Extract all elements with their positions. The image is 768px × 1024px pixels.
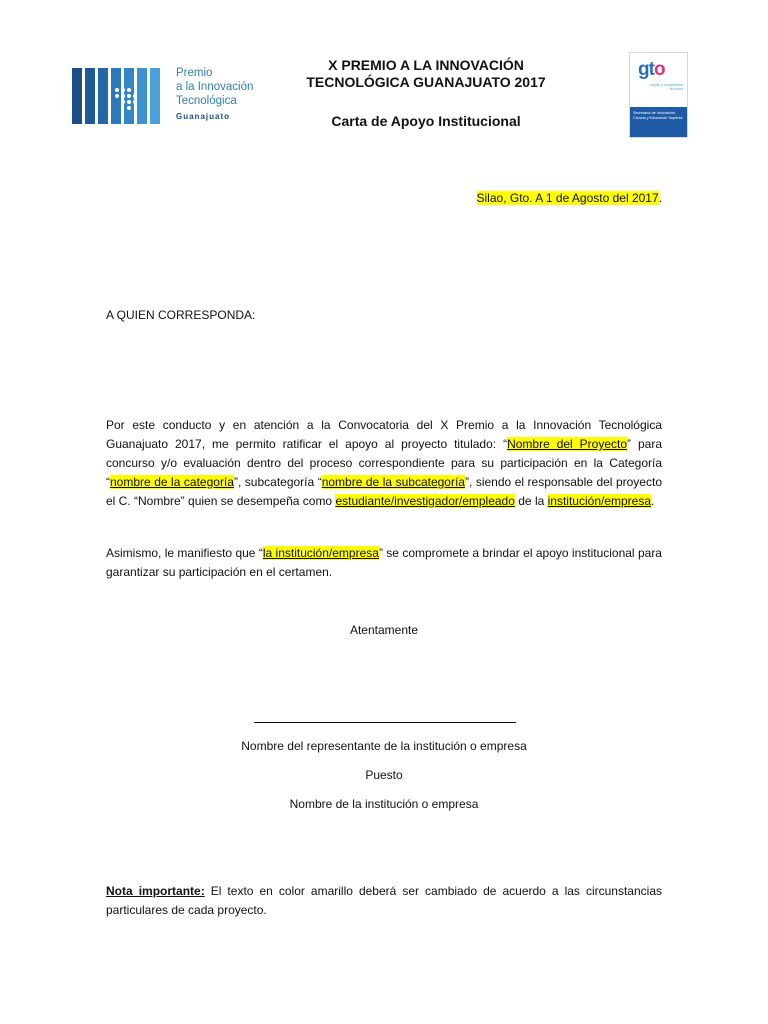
representative-name: Nombre del representante de la institución o empresa: [241, 739, 527, 753]
logo-bars-graphic: [72, 64, 170, 126]
placeholder-role: estudiante/investigador/empleado: [335, 494, 515, 508]
document-subtitle: Carta de Apoyo Institucional: [331, 113, 521, 129]
gto-logo: [629, 52, 688, 138]
important-note: Nota importante: El texto en color amarillo deberá ser cambiado de acuerdo a las circunstancias particulares de cada proyecto.: [106, 884, 662, 917]
body-paragraph-2: Asimismo, le manifiesto que “la institución/empresa” se compromete a brindar el apoyo institucional para garantizar su participación en el certamen.: [106, 546, 662, 579]
logo-text: Premio a la Innovación Tecnológica: [176, 67, 254, 107]
placeholder-project-name: Nombre del Proyecto: [507, 437, 628, 451]
representative-position: Puesto: [365, 768, 403, 782]
logo-subtext: Guanajuato: [176, 112, 231, 121]
institution-name: Nombre de la institución o empresa: [289, 797, 479, 811]
salutation: A QUIEN CORRESPONDA:: [106, 308, 256, 322]
note-label: Nota importante:: [106, 884, 205, 898]
placeholder-institution-2: la institución/empresa: [262, 546, 379, 560]
document-title: X PREMIO A LA INNOVACIÓN TECNOLÓGICA GUANAJUATO 2017: [306, 57, 546, 90]
premio-innovacion-logo: [72, 60, 262, 128]
gto-department: Secretaría de Innovación, Ciencia y Educación Superior: [633, 111, 683, 120]
signature-line: [254, 722, 516, 723]
placeholder-subcategory: nombre de la subcategoría: [321, 475, 465, 489]
gto-tagline: orgullo y compromiso de todos: [649, 83, 683, 91]
gto-wordmark: gto: [638, 59, 665, 80]
placeholder-institution: institución/empresa: [547, 494, 652, 508]
placeholder-category: nombre de la categoría: [110, 475, 234, 489]
closing-phrase: Atentamente: [349, 623, 419, 637]
letter-date: Silao, Gto. A 1 de Agosto del 2017.: [476, 191, 662, 205]
body-paragraph-1: Por este conducto y en atención a la Convocatoria del X Premio a la Innovación Tecnológica Guanajuato 2017, me permito ratificar el apoyo al proyecto titulado: “Nombre del Proyecto” para concurso y/o evaluación dentro del proceso correspondiente para su participación en la Categoría “nombre de la categoría”, subcategoría “nombre de la subcategoría”, siendo el responsable del proyecto el C. “Nombre” quien se desempeña como estudiante/investigador/empleado de la institución/empresa.: [106, 418, 662, 508]
gto-logo-top: [630, 53, 687, 107]
